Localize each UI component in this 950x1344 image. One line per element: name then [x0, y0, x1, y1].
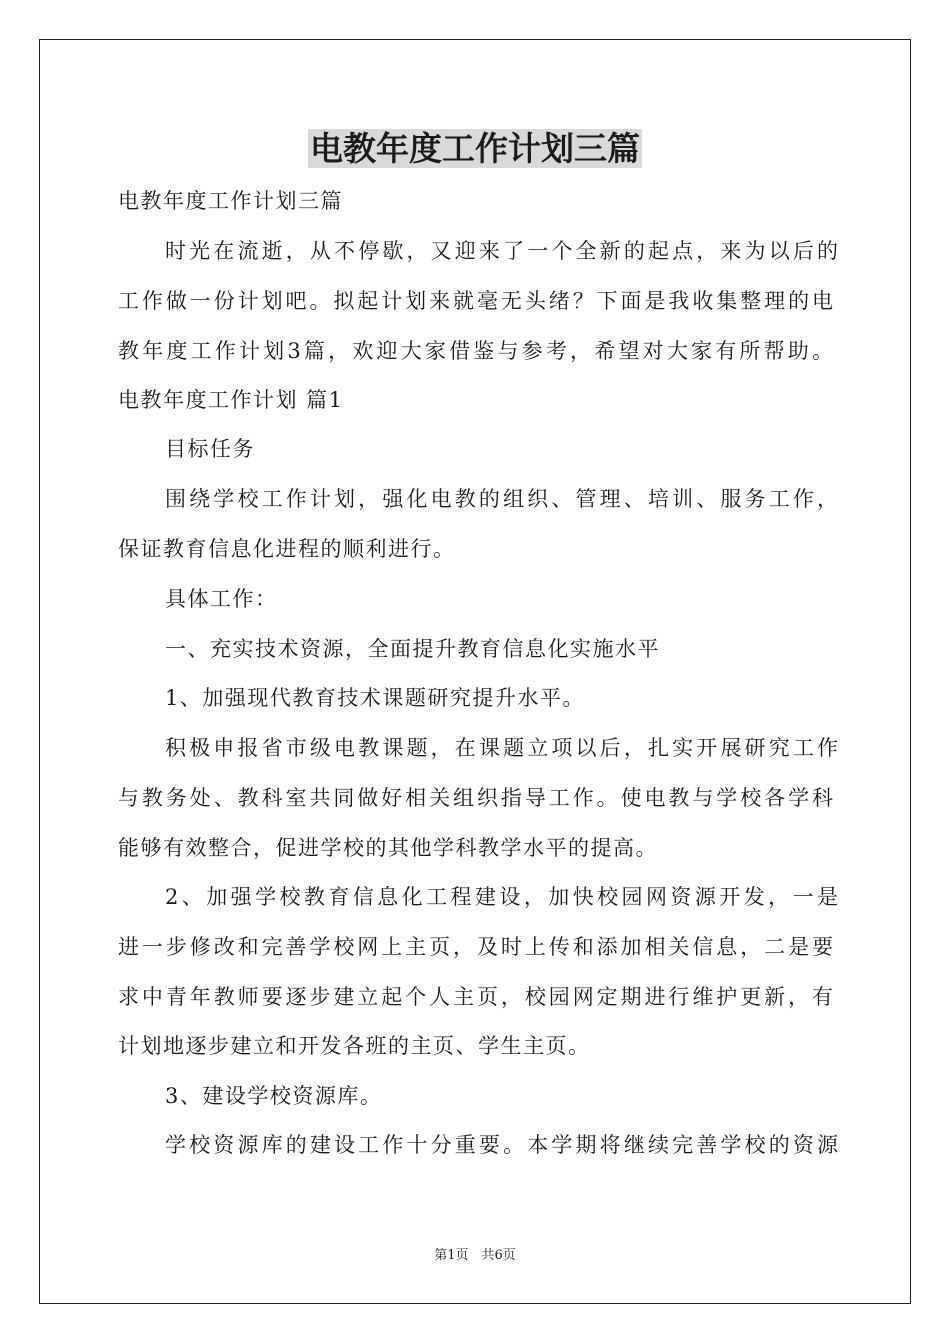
- subtitle-line: 电教年度工作计划三篇: [118, 189, 343, 213]
- paragraph-line: 教年度工作计划3篇，欢迎大家借鉴与参考，希望对大家有所帮助。: [118, 339, 833, 363]
- paragraph-line: 进一步修改和完善学校网上主页，及时上传和添加相关信息，二是要: [118, 935, 833, 959]
- paragraph-line: 具体工作：: [165, 587, 278, 611]
- document-title: [0, 127, 950, 171]
- paragraph-line: 计划地逐步建立和开发各班的主页、学生主页。: [118, 1034, 591, 1058]
- paragraph-line: 围绕学校工作计划，强化电教的组织、管理、培训、服务工作，: [165, 487, 838, 511]
- paragraph-line: 目标任务: [165, 437, 255, 461]
- page-footer: 第1页 共6页: [434, 1248, 516, 1263]
- document-title-text: 电教年度工作计划三篇: [310, 129, 640, 168]
- paragraph-line: 与教务处、教科室共同做好相关组织指导工作。使电教与学校各学科: [118, 786, 833, 810]
- paragraph-line: 能够有效整合，促进学校的其他学科教学水平的提高。: [118, 836, 658, 860]
- paragraph-line: 工作做一份计划吧。拟起计划来就毫无头绪？下面是我收集整理的电: [118, 289, 833, 313]
- paragraph-line: 学校资源库的建设工作十分重要。本学期将继续完善学校的资源: [165, 1133, 838, 1157]
- paragraph-line: 2、加强学校教育信息化工程建设，加快校园网资源开发，一是: [165, 885, 838, 909]
- paragraph-line: 一、充实技术资源，全面提升教育信息化实施水平: [165, 637, 660, 661]
- paragraph-line: 3、建设学校资源库。: [165, 1084, 383, 1108]
- paragraph-line: 求中青年教师要逐步建立起个人主页，校园网定期进行维护更新，有: [118, 985, 833, 1009]
- section-heading: 电教年度工作计划 篇1: [118, 388, 344, 412]
- paragraph-line: 时光在流逝，从不停歇，又迎来了一个全新的起点，来为以后的: [165, 239, 838, 263]
- paragraph-line: 保证教育信息化进程的顺利进行。: [118, 537, 456, 561]
- page-border: [39, 39, 911, 1304]
- paragraph-line: 积极申报省市级电教课题，在课题立项以后，扎实开展研究工作: [165, 736, 838, 760]
- paragraph-line: 1、加强现代教育技术课题研究提升水平。: [165, 686, 585, 710]
